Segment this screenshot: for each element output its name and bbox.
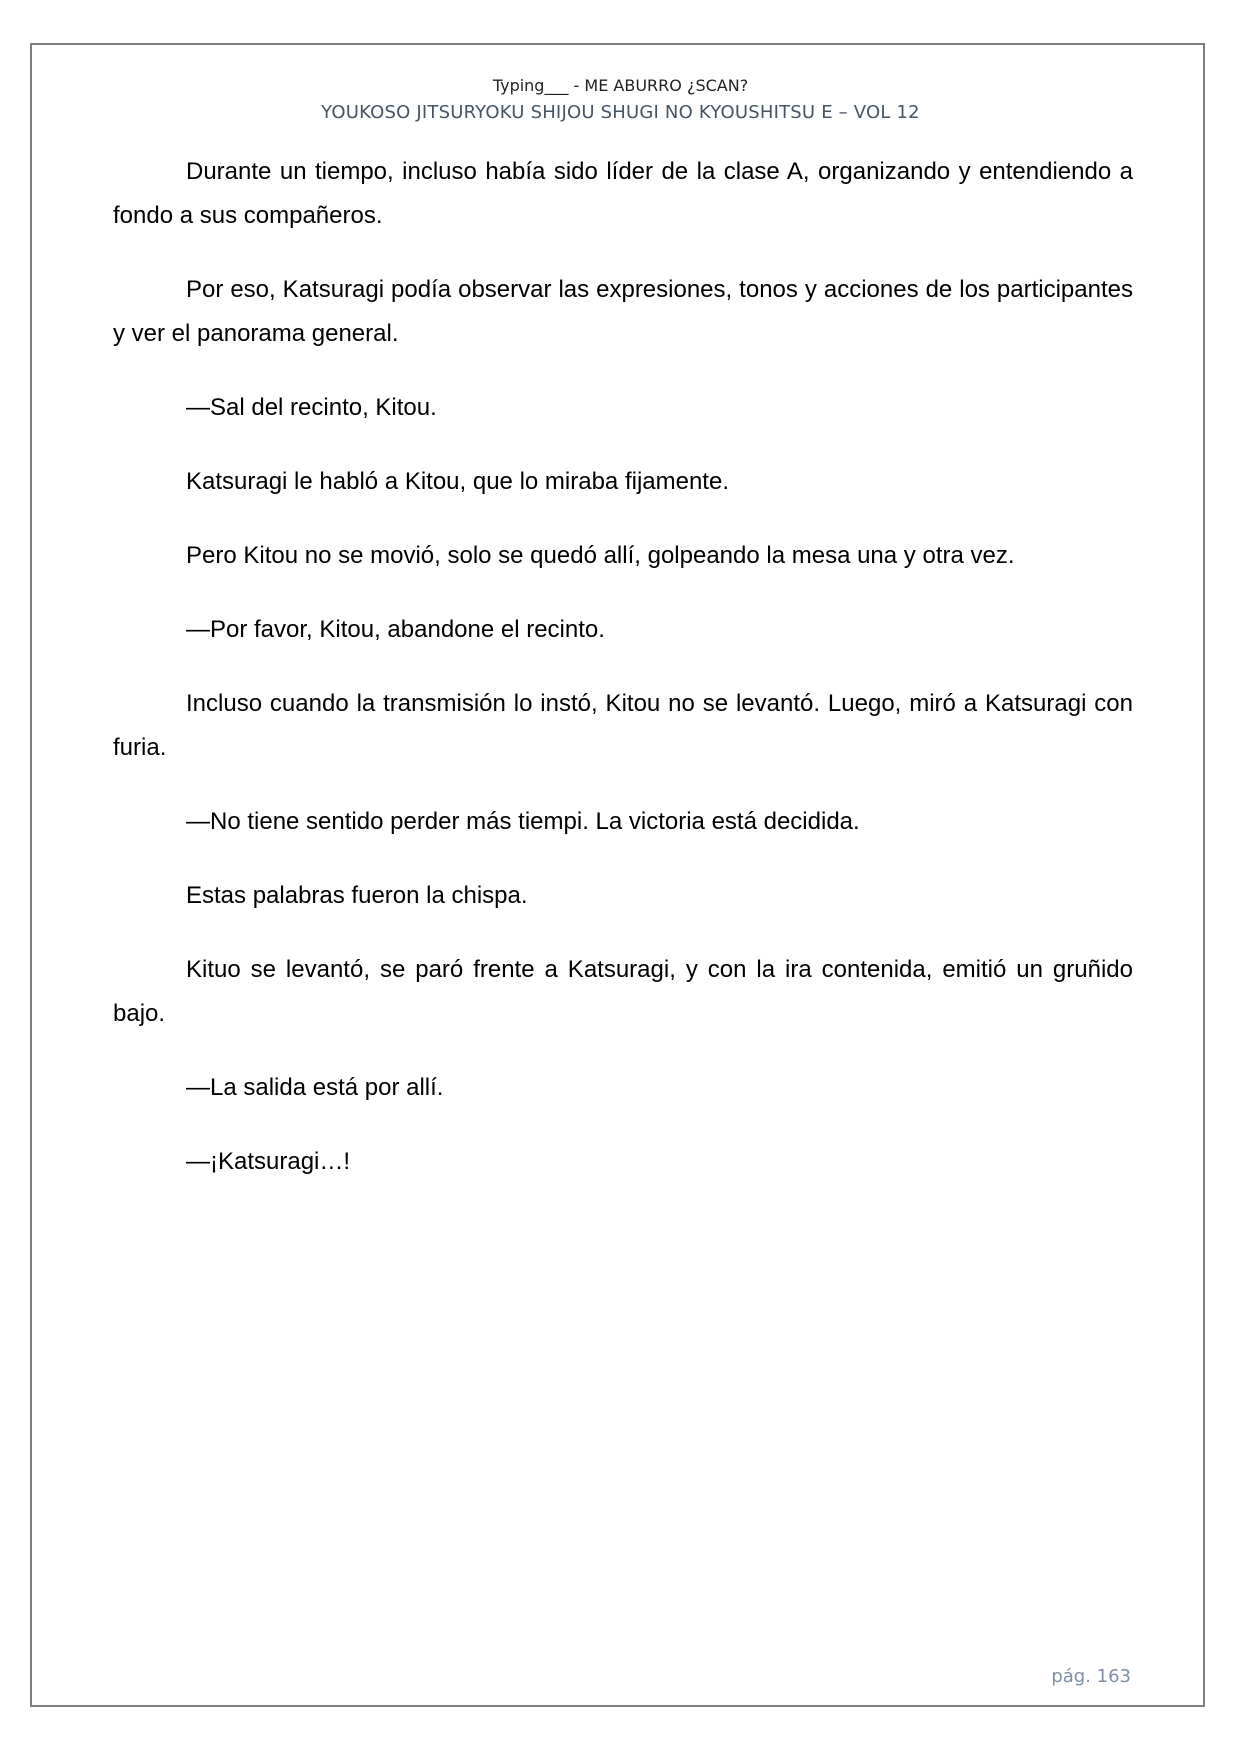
paragraph: —¡Katsuragi…! <box>186 1148 351 1175</box>
paragraph: —No tiene sentido perder más tiempi. La victoria está decidida. <box>186 808 860 835</box>
document-body <box>113 150 1133 1214</box>
paragraph: Pero Kitou no se movió, solo se quedó allí, golpeando la mesa una y otra vez. <box>186 542 1015 569</box>
header-credit: Typing___ - ME ABURRO ¿SCAN? <box>492 76 749 95</box>
paragraph: Por eso, Katsuragi podía observar las expresiones, tonos y acciones de los participantes y ver el panorama general. <box>113 276 1133 347</box>
paragraph: Katsuragi le habló a Kitou, que lo miraba fijamente. <box>186 468 729 495</box>
page-number: pág. 163 <box>1051 1666 1131 1687</box>
paragraph: Kituo se levantó, se paró frente a Katsuragi, y con la ira contenida, emitió un gruñido bajo. <box>113 956 1133 1027</box>
paragraph: Incluso cuando la transmisión lo instó, Kitou no se levantó. Luego, miró a Katsuragi con furia. <box>113 690 1133 761</box>
paragraph: —La salida está por allí. <box>186 1074 444 1101</box>
paragraph: Durante un tiempo, incluso había sido líder de la clase A, organizando y entendiendo a fondo a sus compañeros. <box>113 158 1133 229</box>
paragraph: Estas palabras fueron la chispa. <box>186 882 528 909</box>
header-title: YOUKOSO JITSURYOKU SHIJOU SHUGI NO KYOUSHITSU E – VOL 12 <box>321 102 920 123</box>
paragraph: —Sal del recinto, Kitou. <box>186 394 437 421</box>
paragraph: —Por favor, Kitou, abandone el recinto. <box>186 616 605 643</box>
